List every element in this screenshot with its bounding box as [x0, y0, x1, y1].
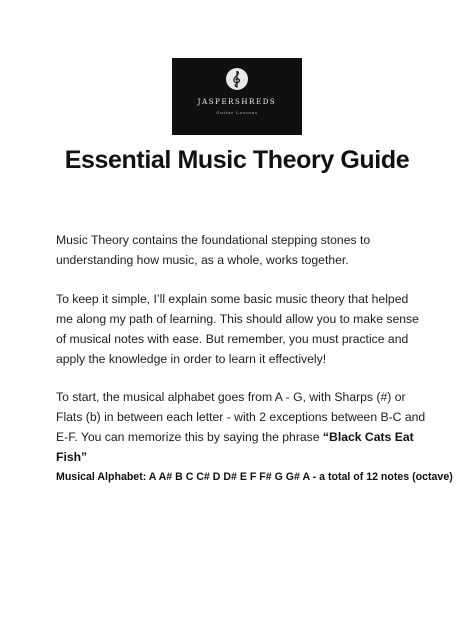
- brand-logo: [172, 58, 302, 135]
- treble-clef-icon: [226, 68, 248, 90]
- paragraph-keep-simple: To keep it simple, I’ll explain some basic music theory that helped me along my path of learning. This should allow you to make sense of musical notes with ease. But remember, you must practice and apply the knowledge in order to learn it effectively!: [56, 292, 419, 366]
- brand-tagline: Guitar Lessons: [216, 110, 258, 115]
- page-title: Essential Music Theory Guide: [64, 146, 410, 174]
- paragraph-musical-alphabet: [56, 387, 426, 467]
- paragraph-text: To start, the musical alphabet goes from A - G, with Sharps (#) or Flats (b) in between each letter - with 2 exceptions between B-C and E-F. You can memorize this by saying the phrase: [56, 390, 426, 444]
- mnemonic-phrase: “Black Cats Eat Fish”: [56, 430, 414, 464]
- paragraph-intro: Music Theory contains the foundational stepping stones to understanding how music, as a whole, works together.: [56, 233, 371, 267]
- musical-alphabet-line: Musical Alphabet: A A# B C C# D D# E F F# G G# A - a total of 12 notes (octave): [56, 471, 453, 483]
- brand-name: JASPERSHREDS: [197, 98, 277, 106]
